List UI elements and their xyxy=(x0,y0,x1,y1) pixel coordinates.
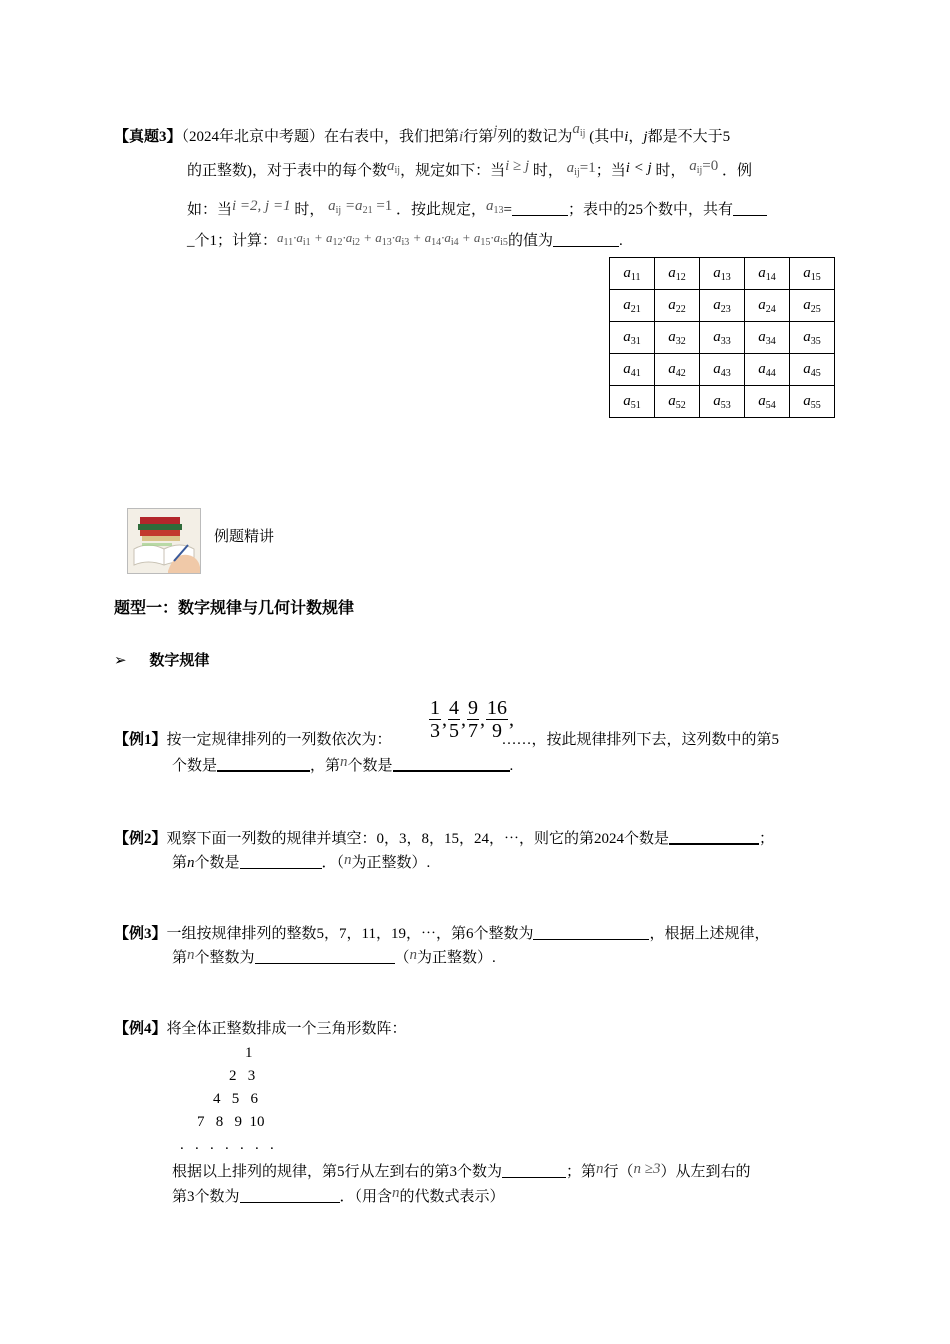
table-row xyxy=(610,322,835,354)
fraction-1: $\frac{1}{3}$ xyxy=(430,697,440,742)
expr-term-4: + $a_{14}\cdot a_{i4}$ xyxy=(412,230,459,248)
table-cell: $a_{45}$ xyxy=(790,354,835,386)
expr-term-5: + $a_{15}\cdot a_{i5}$ xyxy=(461,230,508,248)
table-cell: $a_{41}$ xyxy=(610,354,655,386)
books-icon xyxy=(127,508,201,574)
answer-blank-ex2-2024[interactable] xyxy=(669,829,759,845)
table-cell: $a_{43}$ xyxy=(700,354,745,386)
aij-symbol: $a_{ij}$ xyxy=(572,121,586,139)
fraction-2: $\frac{4}{5}$ xyxy=(449,697,459,742)
triangle-row-3: 4 5 6 xyxy=(213,1091,258,1107)
expr-term-3: + $a_{13}\cdot a_{i3}$ xyxy=(363,230,410,248)
table-cell: $a_{42}$ xyxy=(655,354,700,386)
table-cell: $a_{51}$ xyxy=(610,386,655,418)
fraction-3: $\frac{9}{7}$ xyxy=(468,697,478,742)
table-row xyxy=(610,354,835,386)
expr-term-1: $a_{11}\cdot a_{i1}$ xyxy=(277,230,311,248)
ex4-line-2: 根据以上排列的规律，第5行从左到右的第3个数为 ；第n行（n ≥3）从左到右的 xyxy=(172,1161,751,1180)
answer-blank-ex4-nth[interactable] xyxy=(240,1188,340,1203)
answer-blank-ex4-row5[interactable] xyxy=(502,1163,566,1178)
ex4-line-3: 第3个数为 ．（用含n的代数式表示） xyxy=(172,1185,505,1205)
table-cell: $a_{11}$ xyxy=(610,258,655,290)
ex1-fraction-sequence: $\frac{1}{3}$ , $\frac{4}{5}$ , $\frac{9}{7}$ , $\frac{16}{9}$ , xyxy=(430,697,514,742)
table-cell: $a_{15}$ xyxy=(790,258,835,290)
table-cell: $a_{54}$ xyxy=(745,386,790,418)
ex1-line-2: 个数是 ，第n个数是 . xyxy=(172,754,514,774)
answer-blank-count[interactable] xyxy=(733,201,767,216)
subheading-row xyxy=(114,651,209,669)
answer-blank-ex2-nth[interactable] xyxy=(240,854,322,869)
table-cell: $a_{13}$ xyxy=(700,258,745,290)
ex1-tag: 【例1】 xyxy=(114,732,167,748)
table-cell: $a_{31}$ xyxy=(610,322,655,354)
expr-term-2: + $a_{12}\cdot a_{i2}$ xyxy=(313,230,360,248)
ex2-tag: 【例2】 xyxy=(114,831,167,847)
table-cell: $a_{24}$ xyxy=(745,290,790,322)
table-cell: $a_{35}$ xyxy=(790,322,835,354)
ex3-line-1: 【例3】一组按规律排列的整数5，7，11，19，⋯，第6个整数为 ，根据上述规律， xyxy=(114,926,770,942)
section-caption: 例题精讲 xyxy=(214,529,275,545)
table-row xyxy=(610,290,835,322)
ex4-line-1: 【例4】将全体正整数排成一个三角形数阵： xyxy=(114,1021,407,1037)
table-cell: $a_{25}$ xyxy=(790,290,835,322)
triangle-row-ellipsis: . . . . . . . xyxy=(180,1137,274,1153)
answer-blank-a13[interactable] xyxy=(512,201,568,216)
ex3-tag: 【例3】 xyxy=(114,926,167,942)
table-row xyxy=(610,258,835,290)
answer-blank-ex1-5th[interactable] xyxy=(217,756,310,772)
table-row xyxy=(610,386,835,418)
table-cell: $a_{23}$ xyxy=(700,290,745,322)
zhenti-line-3: 如：当i =2, j =1 时， $a_{ij} =a_{21} =1$ ．按此规定，$a_{13}=$ ；表中的25个数中，共有 xyxy=(187,201,767,221)
ex4-tag: 【例4】 xyxy=(114,1021,167,1037)
table-cell: $a_{21}$ xyxy=(610,290,655,322)
table-cell: $a_{55}$ xyxy=(790,386,835,418)
table-cell: $a_{44}$ xyxy=(745,354,790,386)
triangle-row-2: 2 3 xyxy=(229,1068,256,1084)
ex2-line-2: 第n个数是 ．（n为正整数）. xyxy=(172,852,431,871)
table-cell: $a_{12}$ xyxy=(655,258,700,290)
ex1-line-1: 【例1】按一定规律排列的一列数依次为： ……，按此规律排列下去，这列数中的第5 xyxy=(114,732,780,748)
zhenti-line-1: 【真题3】（2024年北京中考题）在右表中，我们把第i行第j列的数记为$a_{ij}$ (其中i，j都是不大于5 xyxy=(114,121,731,145)
answer-blank-ex3-nth[interactable] xyxy=(255,949,395,964)
answer-blank-ex3-6th[interactable] xyxy=(533,925,649,940)
triangle-row-4: 7 8 9 10 xyxy=(197,1114,265,1130)
ex2-line-1: 【例2】观察下面一列数的规律并填空：0，3，8，15，24，⋯，则它的第2024个数是 ； xyxy=(114,831,775,847)
triangle-row-1: 1 xyxy=(245,1045,253,1061)
zhenti-tag: 【真题3】 xyxy=(114,129,182,145)
ex3-line-2: 第n个整数为 （n为正整数）. xyxy=(172,947,496,966)
table-cell: $a_{22}$ xyxy=(655,290,700,322)
table-cell: $a_{34}$ xyxy=(745,322,790,354)
table-cell: $a_{14}$ xyxy=(745,258,790,290)
subheading: 数字规律 xyxy=(149,651,210,669)
table-cell: $a_{33}$ xyxy=(700,322,745,354)
answer-blank-ex1-nth[interactable] xyxy=(393,756,510,772)
answer-blank-sum[interactable] xyxy=(553,232,619,247)
section-heading: 题型一：数字规律与几何计数规律 xyxy=(114,598,355,617)
table-cell: $a_{52}$ xyxy=(655,386,700,418)
fraction-4: $\frac{16}{9}$ xyxy=(487,697,507,742)
bullet-arrow-icon: ➢ xyxy=(114,651,127,669)
zhenti-line-4: _个1；计算：$a_{11}\cdot a_{i1} + a_{12}\cdot a_{i2} + a_{13}\cdot a_{i3} + a_{14}\cdot a_{i4} + a_{15}\cdot a_{i5}$的值为 . xyxy=(187,230,623,249)
aij-table xyxy=(609,257,835,418)
table-cell: $a_{53}$ xyxy=(700,386,745,418)
zhenti-line-2: 的正整数)，对于表中的每个数$a_{ij}$，规定如下：当i ≥ j 时， $a_{ij}=1$；当i < j 时， $a_{ij}=0$ ．例 xyxy=(187,158,752,179)
table-cell: $a_{32}$ xyxy=(655,322,700,354)
